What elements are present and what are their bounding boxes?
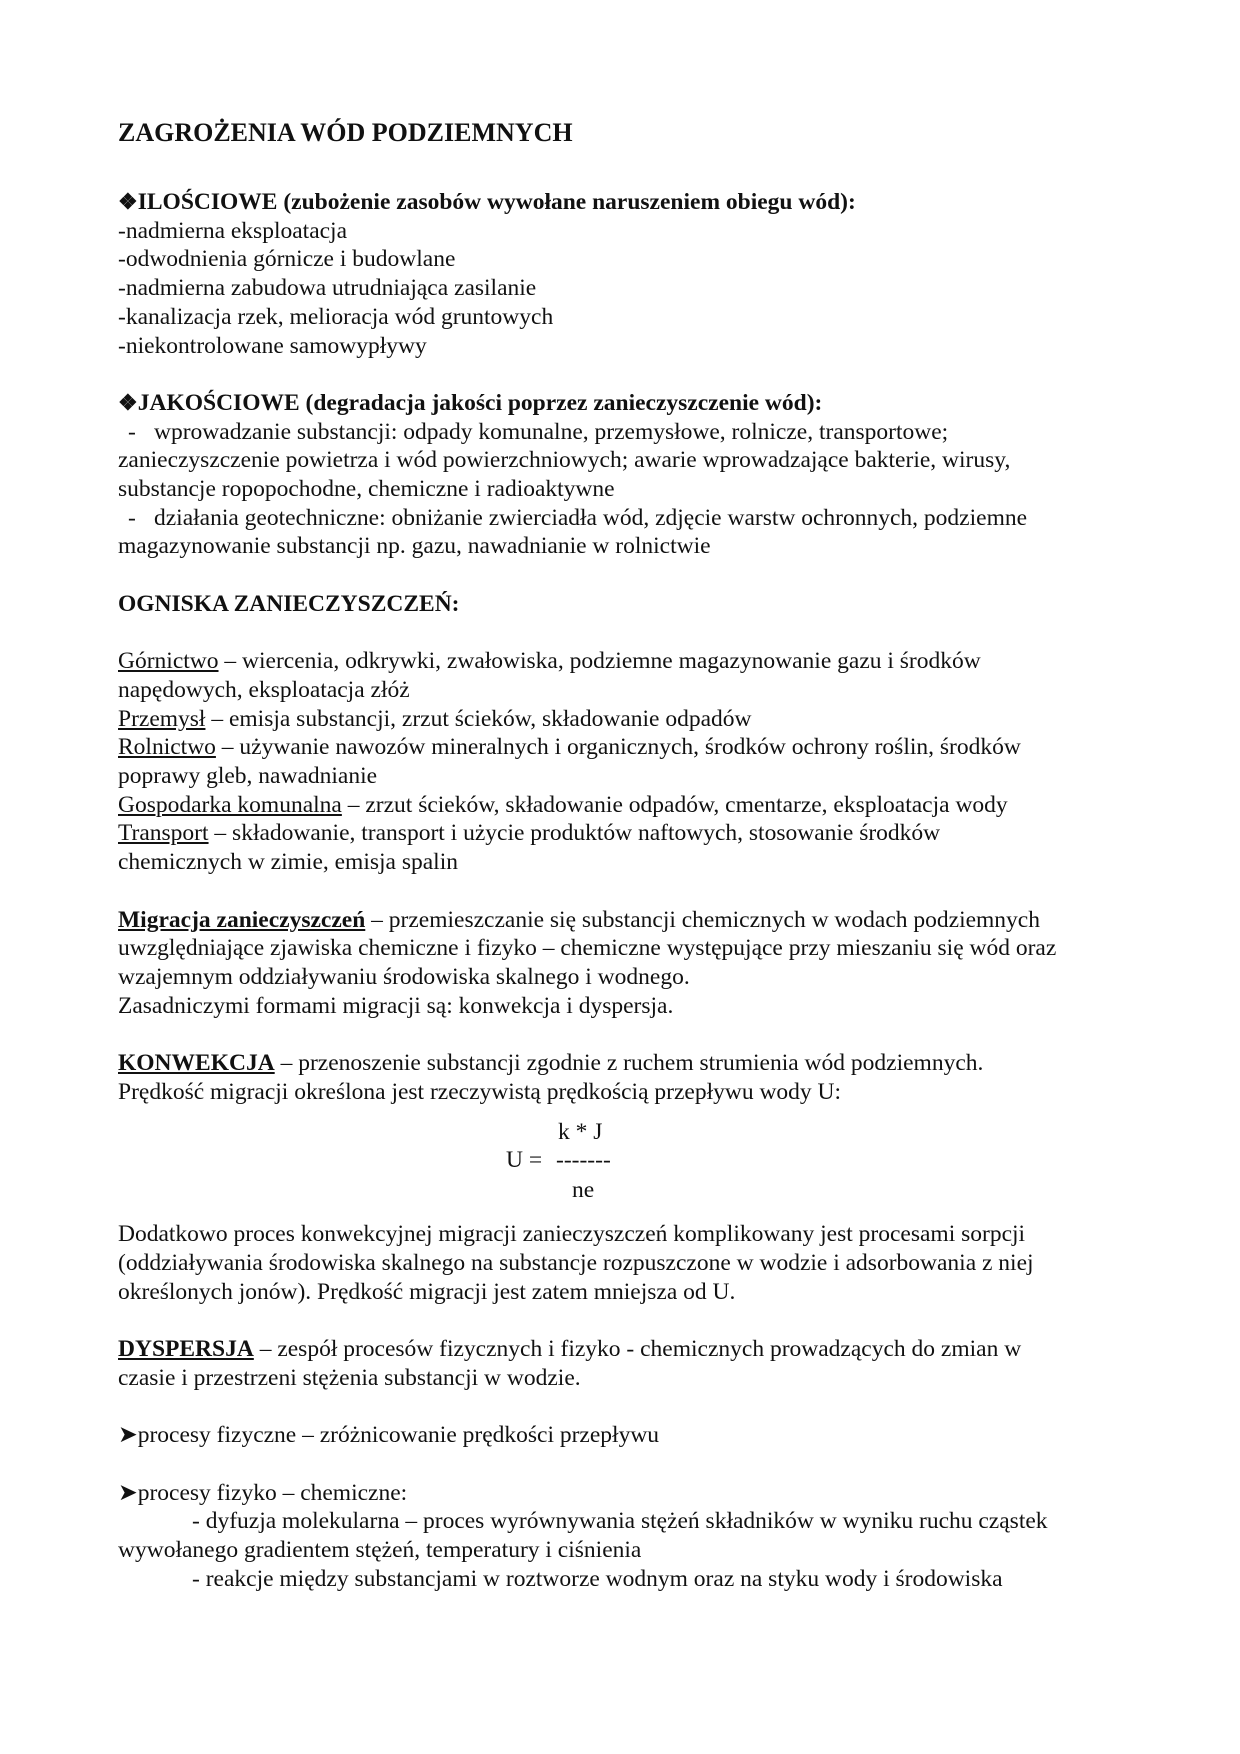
sorption-line: określonych jonów). Prędkość migracji jest zatem mniejsza od U. <box>118 1278 736 1305</box>
qualitative-heading-text: JAKOŚCIOWE (degradacja jakości poprzez zanieczyszczenie wód): <box>137 389 823 416</box>
sub-item: - dyfuzja molekularna – proces wyrównywania stężeń składników w wyniku ruchu cząstek <box>192 1508 1048 1535</box>
source-term: Gospodarka komunalna <box>118 791 342 818</box>
migration-line: uwzględniające zjawiska chemiczne i fizyko – chemiczne występujące przy mieszaniu się wód oraz <box>118 935 1057 962</box>
page-title: ZAGROŻENIA WÓD PODZIEMNYCH <box>118 118 573 147</box>
convection-term: KONWEKCJA <box>118 1050 275 1077</box>
physical-processes: ➤procesy fizyczne – zróżnicowanie prędkości przepływu <box>118 1422 660 1449</box>
formula-denominator: ne <box>572 1177 595 1204</box>
dispersion-line: czasie i przestrzeni stężenia substancji w wodzie. <box>118 1364 581 1391</box>
source-term: Transport <box>118 820 209 847</box>
dash-marker: - <box>128 418 136 445</box>
list-item: -nadmierna zabudowa utrudniająca zasilanie <box>118 275 537 302</box>
list-item: - działania geotechniczne: obniżanie zwierciadła wód, zdjęcie warstw ochronnych, podziemne <box>128 504 1028 531</box>
source-entry-continuation: chemicznych w zimie, emisja spalin <box>118 849 458 876</box>
diamond-bullet-icon: ❖ <box>118 189 138 214</box>
dash-marker: - <box>128 504 136 531</box>
source-entry-continuation: poprawy gleb, nawadnianie <box>118 763 378 790</box>
list-item: -kanalizacja rzek, melioracja wód gruntowych <box>118 303 554 330</box>
dispersion-term: DYSPERSJA <box>118 1336 254 1363</box>
sources-heading: OGNISKA ZANIECZYSZCZEŃ: <box>118 590 460 617</box>
migration-line: Zasadniczymi formami migracji są: konwekcja i dyspersja. <box>118 992 674 1019</box>
list-item: -niekontrolowane samowypływy <box>118 332 427 359</box>
physchem-processes: ➤procesy fizyko – chemiczne: <box>118 1479 408 1506</box>
list-item-continuation: substancje ropopochodne, chemiczne i radioaktywne <box>118 476 615 503</box>
source-entry: Gospodarka komunalna – zrzut ścieków, składowanie odpadów, cmentarze, eksploatacja wody <box>118 791 1008 818</box>
source-term: Górnictwo <box>118 648 219 675</box>
diamond-bullet-icon: ❖ <box>118 389 138 415</box>
source-entry: Transport – składowanie, transport i użycie produktów naftowych, stosowanie środków <box>118 820 941 847</box>
list-item-continuation: magazynowanie substancji np. gazu, nawadnianie w rolnictwie <box>118 533 711 560</box>
source-entry-continuation: napędowych, eksploatacja złóż <box>118 676 410 703</box>
source-entry: Górnictwo – wiercenia, odkrywki, zwałowiska, podziemne magazynowanie gazu i środków <box>118 648 981 675</box>
dispersion-paragraph: DYSPERSJA – zespół procesów fizycznych i fizyko - chemicznych prowadzących do zmian w <box>118 1336 1022 1363</box>
velocity-formula <box>118 1118 1128 1206</box>
source-term: Przemysł <box>118 705 206 732</box>
migration-line: wzajemnym oddziaływaniu środowiska skalnego i wodnego. <box>118 963 690 990</box>
sub-item-continuation: wywołanego gradientem stężeń, temperatury i ciśnienia <box>118 1537 642 1564</box>
convection-line: Prędkość migracji określona jest rzeczywistą prędkością przepływu wody U: <box>118 1078 842 1105</box>
source-entry: Przemysł – emisja substancji, zrzut ścieków, składowanie odpadów <box>118 705 752 732</box>
sorption-line: Dodatkowo proces konwekcyjnej migracji zanieczyszczeń komplikowany jest procesami sorpcji <box>118 1221 1026 1248</box>
arrow-bullet-icon: ➤ <box>118 1479 138 1506</box>
formula-fraction-bar: ------- <box>556 1147 611 1174</box>
document-body <box>118 118 1128 1594</box>
list-item-continuation: zanieczyszczenie powietrza i wód powierzchniowych; awarie wprowadzające bakterie, wirusy, <box>118 447 1011 474</box>
formula-numerator: k * J <box>558 1119 603 1146</box>
list-item: -nadmierna eksploatacja <box>118 217 348 244</box>
quantitative-heading-text: ILOŚCIOWE (zubożenie zasobów wywołane naruszeniem obiegu wód): <box>137 189 856 215</box>
quantitative-heading <box>118 188 1128 217</box>
qualitative-heading <box>118 389 1128 418</box>
sub-item: - reakcje między substancjami w roztworze wodnym oraz na styku wody i środowiska <box>192 1565 1003 1592</box>
sorption-line: (oddziaływania środowiska skalnego na substancje rozpuszczone w wodzie i adsorbowania z niej <box>118 1250 1034 1277</box>
source-entry: Rolnictwo – używanie nawozów mineralnych i organicznych, środków ochrony roślin, środków <box>118 734 1021 761</box>
list-item: - wprowadzanie substancji: odpady komunalne, przemysłowe, rolnicze, transportowe; <box>128 418 949 445</box>
migration-term: Migracja zanieczyszczeń <box>118 906 366 933</box>
list-item: -odwodnienia górnicze i budowlane <box>118 246 456 273</box>
arrow-bullet-icon: ➤ <box>118 1422 138 1449</box>
convection-paragraph: KONWEKCJA – przenoszenie substancji zgodnie z ruchem strumienia wód podziemnych. <box>118 1050 984 1077</box>
source-term: Rolnictwo <box>118 734 216 761</box>
migration-paragraph: Migracja zanieczyszczeń – przemieszczanie się substancji chemicznych w wodach podziemnych <box>118 906 1040 933</box>
formula-lhs: U = <box>506 1147 543 1174</box>
